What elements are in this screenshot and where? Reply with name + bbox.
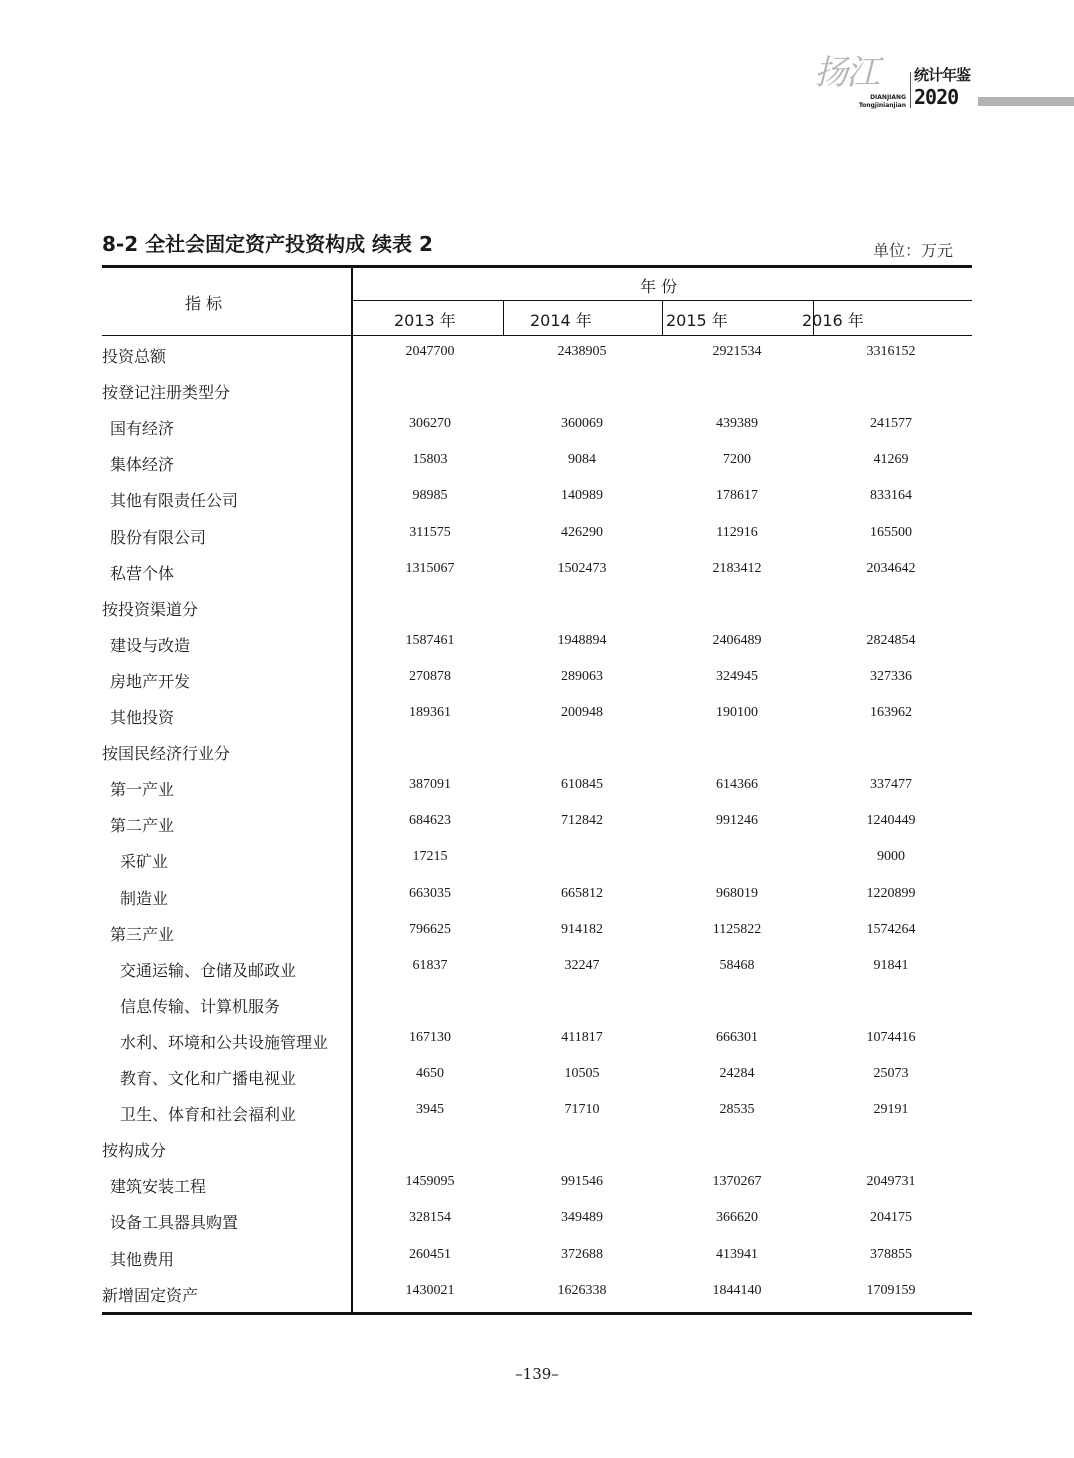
- row-label: 新增固定资产: [102, 1285, 199, 1305]
- cell-value: 349489: [561, 1210, 603, 1226]
- cell-value: 167130: [409, 1029, 451, 1045]
- cell-value: 200948: [561, 705, 603, 720]
- cell-value: 324945: [716, 668, 758, 684]
- cell-value: 2406489: [712, 632, 762, 648]
- cell-value: 9084: [568, 452, 596, 468]
- cell-value: 665812: [561, 885, 603, 901]
- row-label: 建设与改造: [110, 635, 191, 655]
- cell-value: 1626338: [557, 1282, 607, 1298]
- cell-value: 270878: [409, 668, 451, 684]
- row-label: 第一产业: [110, 780, 175, 800]
- row-label: 投资总额: [102, 347, 167, 366]
- cell-value: 1240449: [866, 813, 916, 829]
- cell-value: 411817: [561, 1029, 603, 1045]
- row-label: 按国民经济行业分: [102, 744, 231, 764]
- cell-value: 439389: [716, 416, 758, 432]
- page-number: –139–: [515, 1365, 559, 1383]
- cell-value: 163962: [870, 705, 912, 720]
- row-label: 水利、环境和公共设施管理业: [120, 1032, 329, 1052]
- cell-value: 3316152: [866, 344, 916, 359]
- cell-value: 2824854: [866, 632, 916, 648]
- table-row: [102, 914, 971, 950]
- cell-value: 289063: [561, 668, 603, 684]
- cell-value: 337477: [870, 777, 912, 793]
- cell-value: 1587461: [405, 632, 455, 648]
- cell-value: 426290: [561, 524, 603, 540]
- row-label: 建筑安装工程: [110, 1177, 207, 1197]
- table-top-rule: [102, 265, 972, 268]
- table-row: [102, 589, 971, 625]
- cell-value: 2049731: [866, 1174, 916, 1190]
- cell-value: 833164: [870, 488, 912, 504]
- cell-value: 9000: [877, 849, 905, 865]
- cell-value: 684623: [409, 813, 451, 829]
- row-label: 股份有限公司: [110, 527, 207, 547]
- cell-value: 28535: [719, 1102, 755, 1118]
- row-label: 私营个体: [110, 563, 175, 583]
- year-group-header: 年 份: [640, 277, 678, 296]
- row-label: 第三产业: [110, 924, 175, 944]
- cell-value: 15803: [412, 452, 448, 468]
- cell-value: 366620: [716, 1210, 758, 1226]
- cell-value: 61837: [412, 957, 448, 973]
- cell-value: 260451: [409, 1246, 451, 1262]
- cell-value: 71710: [564, 1102, 600, 1118]
- year-divider: [662, 301, 663, 335]
- cell-value: 1220899: [866, 885, 916, 901]
- row-label: 国有经济: [110, 419, 175, 439]
- cell-value: 41269: [873, 452, 909, 468]
- cell-value: 58468: [719, 957, 755, 973]
- table-row: [102, 950, 971, 986]
- table-row: [102, 1275, 971, 1311]
- row-label: 采矿业: [120, 852, 169, 872]
- cell-value: 666301: [716, 1029, 758, 1045]
- cell-value: 306270: [409, 416, 451, 432]
- cell-value: 378855: [870, 1246, 912, 1262]
- year-header: 2016 年: [802, 311, 864, 330]
- cell-value: 189361: [409, 705, 451, 720]
- cell-value: 112916: [716, 524, 758, 540]
- table-row: [102, 697, 971, 733]
- cell-value: 2034642: [866, 560, 916, 576]
- logo-separator: [910, 72, 911, 108]
- cell-value: 1074416: [866, 1029, 916, 1045]
- header-gray-bar: [978, 97, 1074, 106]
- table-row: [102, 517, 971, 553]
- cell-value: 25073: [873, 1066, 909, 1081]
- cell-value: 7200: [723, 452, 751, 468]
- row-label: 卫生、体育和社会福利业: [120, 1105, 297, 1125]
- cell-value: 3945: [416, 1102, 444, 1118]
- table-title: 8-2 全社会固定资产投资构成 续表 2: [102, 232, 433, 256]
- cell-value: 1459095: [405, 1174, 455, 1190]
- cell-value: 2921534: [712, 344, 762, 359]
- row-label: 制造业: [120, 888, 169, 908]
- table-row: [102, 336, 971, 372]
- year-divider: [503, 301, 504, 335]
- cell-value: 241577: [870, 416, 912, 432]
- table-row: [102, 1166, 971, 1202]
- cell-value: 10505: [564, 1066, 600, 1081]
- table-bottom-rule: [102, 1312, 972, 1315]
- year-header: 2013 年: [394, 311, 456, 330]
- table-row: [102, 1130, 971, 1166]
- cell-value: 712842: [561, 813, 603, 829]
- row-label: 交通运输、仓储及邮政业: [120, 960, 297, 980]
- table-row: [102, 986, 971, 1022]
- table-row: [102, 661, 971, 697]
- row-label: 设备工具器具购置: [110, 1213, 239, 1233]
- table-row: [102, 1239, 971, 1275]
- row-label: 其他有限责任公司: [110, 491, 239, 511]
- cell-value: 32247: [564, 957, 600, 973]
- cell-value: 17215: [412, 849, 448, 865]
- cell-value: 413941: [716, 1246, 758, 1262]
- unit-label: 单位：万元: [873, 241, 954, 260]
- cell-value: 991546: [561, 1174, 603, 1190]
- cell-value: 663035: [409, 885, 451, 901]
- table-row: [102, 878, 971, 914]
- logo-title: 统计年鉴: [914, 66, 971, 84]
- cell-value: 165500: [870, 524, 912, 540]
- cell-value: 968019: [716, 885, 758, 901]
- table-row: [102, 841, 971, 877]
- cell-value: 1430021: [405, 1282, 455, 1298]
- row-label: 第二产业: [110, 816, 175, 836]
- table-row: [102, 408, 971, 444]
- cell-value: 372688: [561, 1246, 603, 1262]
- row-label: 其他投资: [110, 708, 175, 727]
- table-row: [102, 733, 971, 769]
- table-row: [102, 1058, 971, 1094]
- cell-value: 2183412: [712, 560, 762, 576]
- year-header: 2015 年: [666, 311, 728, 330]
- cell-value: 29191: [873, 1102, 909, 1118]
- row-label: 按构成分: [102, 1141, 167, 1161]
- row-label: 按登记注册类型分: [102, 383, 231, 403]
- cell-value: 1844140: [712, 1282, 762, 1298]
- cell-value: 1502473: [557, 560, 607, 576]
- cell-value: 1125822: [712, 921, 762, 937]
- cell-value: 2438905: [557, 344, 607, 359]
- table-row: [102, 625, 971, 661]
- cell-value: 914182: [561, 921, 603, 937]
- cell-value: 1709159: [866, 1282, 916, 1298]
- cell-value: 190100: [716, 705, 758, 720]
- cell-value: 1574264: [866, 921, 916, 937]
- row-label: 集体经济: [110, 455, 175, 475]
- cell-value: 178617: [716, 488, 758, 504]
- logo-pinyin-sub: Tongjinianjian: [858, 102, 906, 109]
- cell-value: 614366: [716, 777, 758, 793]
- cell-value: 328154: [409, 1210, 451, 1226]
- cell-value: 327336: [870, 668, 912, 684]
- table-row: [102, 553, 971, 589]
- table-row: [102, 769, 971, 805]
- cell-value: 4650: [416, 1066, 444, 1081]
- table-row: [102, 480, 971, 516]
- cell-value: 1948894: [557, 632, 607, 648]
- cell-value: 204175: [870, 1210, 912, 1226]
- row-label: 房地产开发: [110, 671, 191, 691]
- cell-value: 610845: [561, 777, 603, 793]
- table-row: [102, 444, 971, 480]
- logo-calligraphy: 扬江: [814, 53, 878, 93]
- cell-value: 91841: [873, 957, 909, 973]
- cell-value: 24284: [719, 1066, 755, 1081]
- cell-value: 796625: [409, 921, 451, 937]
- cell-value: 1370267: [712, 1174, 762, 1190]
- row-label: 信息传输、计算机服务: [120, 996, 281, 1016]
- logo-year: 2020: [914, 85, 959, 109]
- table-row: [102, 805, 971, 841]
- table-row: [102, 372, 971, 408]
- cell-value: 98985: [412, 488, 448, 504]
- cell-value: 311575: [409, 524, 451, 540]
- indicator-header: 指 标: [185, 294, 223, 313]
- row-label: 按投资渠道分: [102, 599, 199, 619]
- cell-value: 2047700: [405, 344, 455, 359]
- cell-value: 991246: [716, 813, 758, 829]
- logo-pinyin: DIANJIANG: [870, 94, 906, 101]
- table-row: [102, 1202, 971, 1238]
- cell-value: 387091: [409, 777, 451, 793]
- table-row: [102, 1022, 971, 1058]
- row-label: 其他费用: [110, 1249, 175, 1269]
- year-header: 2014 年: [530, 311, 592, 330]
- cell-value: 1315067: [405, 560, 455, 576]
- table-row: [102, 1094, 971, 1130]
- cell-value: 140989: [561, 488, 603, 504]
- row-label: 教育、文化和广播电视业: [120, 1069, 297, 1088]
- cell-value: 360069: [561, 416, 603, 432]
